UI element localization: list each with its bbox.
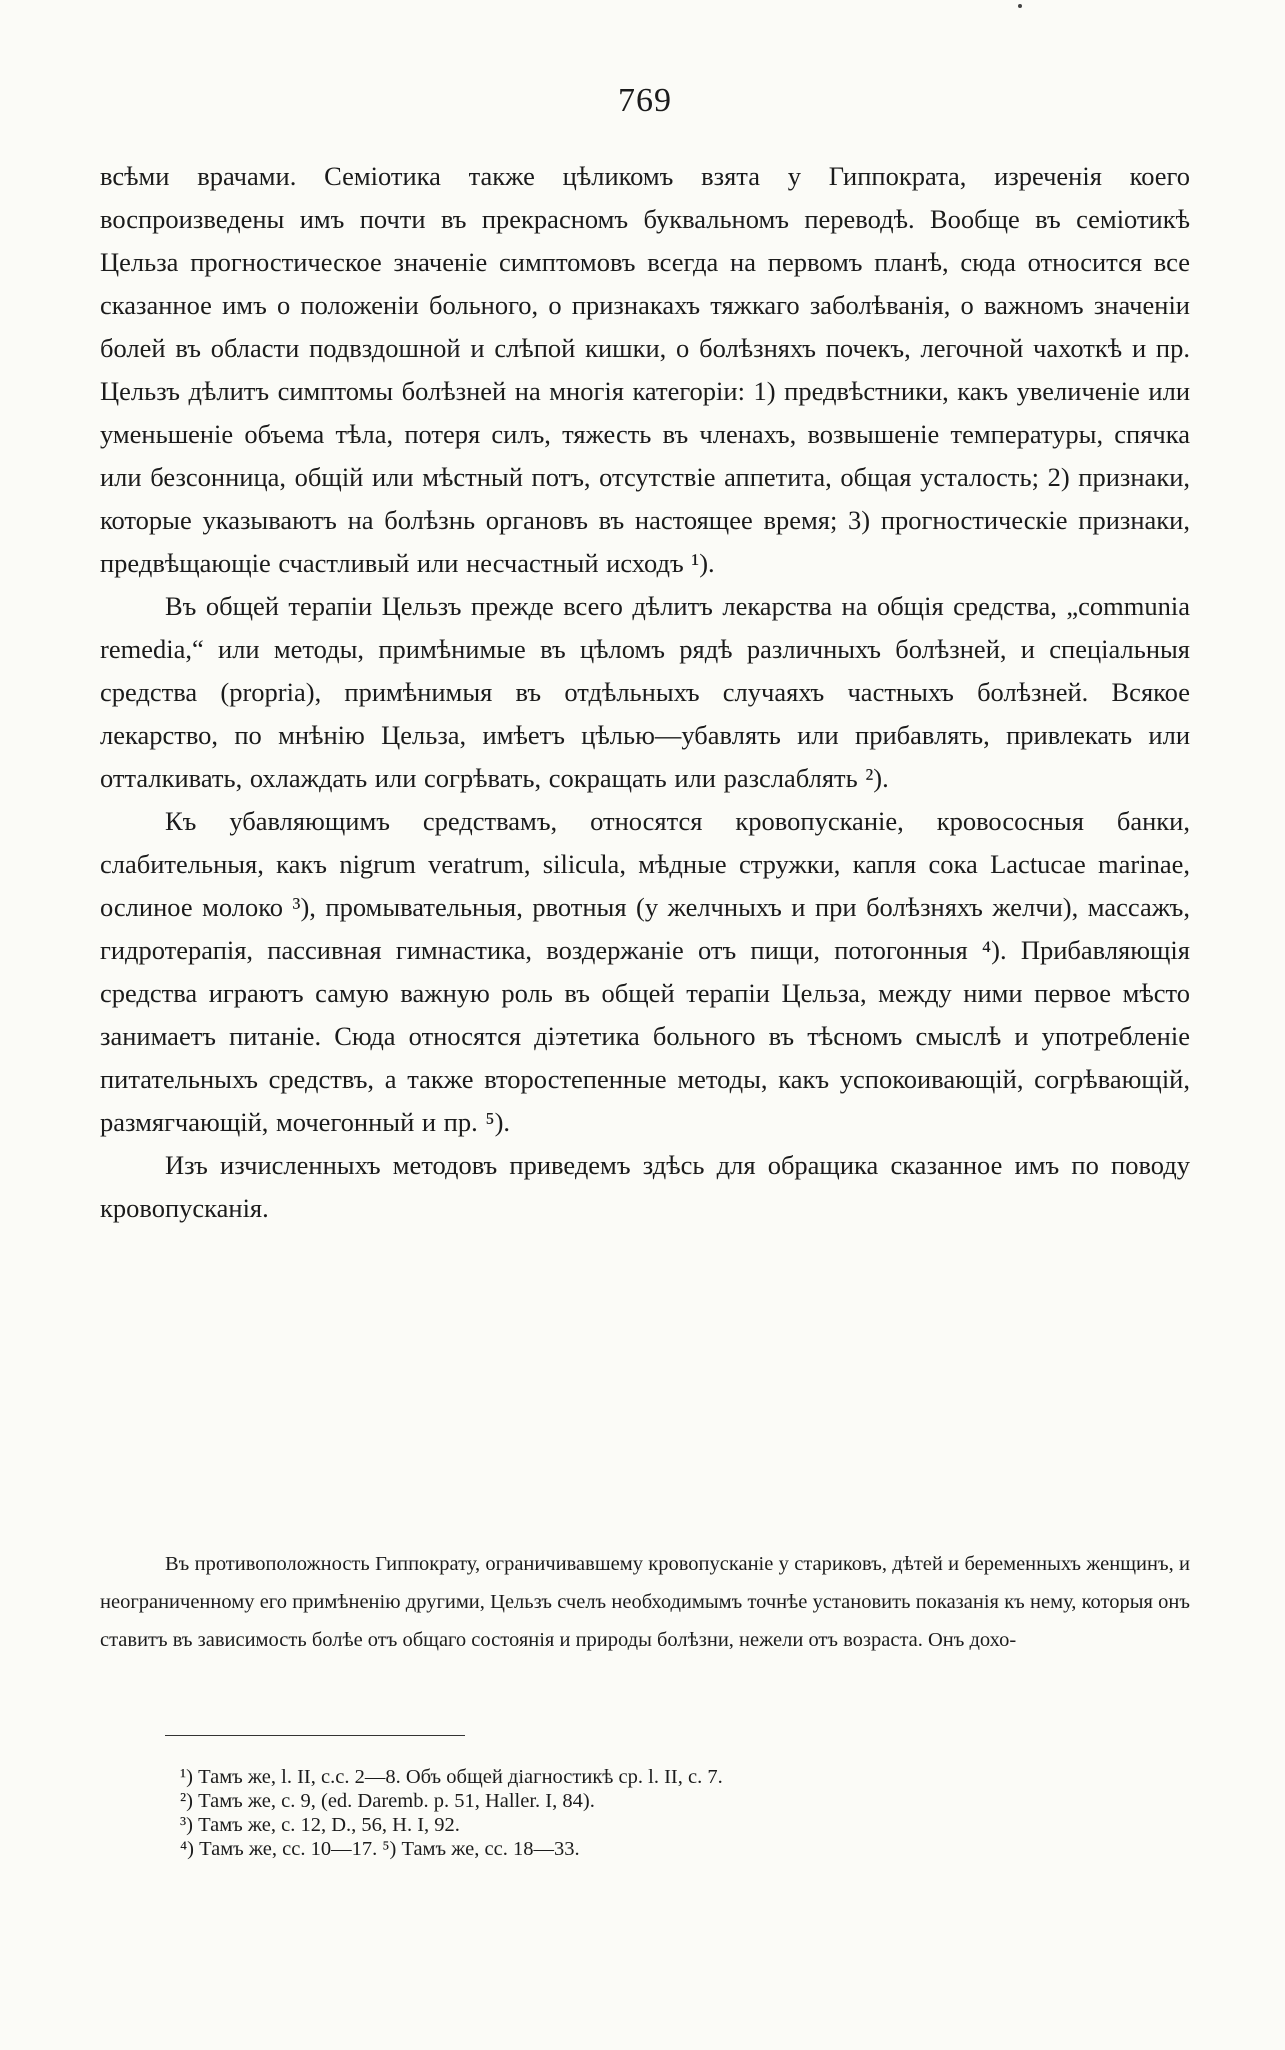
- footnote-divider: [165, 1735, 465, 1736]
- footnote: ⁴) Тамъ же, сс. 10—17. ⁵) Тамъ же, сс. 18—33.: [180, 1838, 580, 1860]
- footnote: ²) Тамъ же, с. 9, (ed. Daremb. p. 51, Haller. I, 84).: [180, 1790, 595, 1812]
- main-text: [100, 155, 1190, 1230]
- paragraph-general-therapy: Въ общей терапіи Цельзъ прежде всего дѣлитъ лекарства на общія средства, „communia remedia,“ или методы, примѣнимые въ цѣломъ рядѣ различныхъ болѣзней, и спеціальныя средства (proprіa), примѣнимыя въ отдѣльныхъ случаяхъ частныхъ болѣзней. Всякое лекарство, по мнѣнію Цельза, имѣетъ цѣлью—убавлять или прибавлять, привлекать или отталкивать, охлаждать или согрѣвать, сокращать или разслаблять ²).: [100, 591, 1190, 793]
- paragraph-bloodletting-intro: Изъ изчисленныхъ методовъ приведемъ здѣсь для обращика сказанное имъ по поводу кровопусканія.: [100, 1150, 1190, 1223]
- book-page: [100, 0, 1190, 2050]
- small-print-block: [100, 1545, 1190, 1659]
- footnote: ¹) Тамъ же, l. II, с.с. 2—8. Объ общей діагностикѣ ср. l. II, с. 7.: [180, 1766, 723, 1788]
- paragraph-remedies: Къ убавляющимъ средствамъ, относятся кровопусканіе, кровососныя банки, слабительныя, какъ nigrum veratrum, silicula, мѣдные стружки, капля сока Lactucae marinae, ослиное молоко ³), промывательныя, рвотныя (у желчныхъ и при болѣзняхъ желчи), массажъ, гидротерапія, пассивная гимнастика, воздержаніе отъ пищи, потогонныя ⁴). Прибавляющія средства играютъ самую важную роль въ общей терапіи Цельза, между ними первое мѣсто занимаетъ питаніе. Сюда относятся діэтетика больного въ тѣсномъ смыслѣ и употребленіе питательныхъ средствъ, а также второстепенные методы, какъ успокоивающій, согрѣвающій, размягчающій, мочегонный и пр. ⁵).: [100, 806, 1190, 1137]
- paragraph-bloodletting: Въ противоположность Гиппократу, ограничивавшему кровопусканіе у стариковъ, дѣтей и беременныхъ женщинъ, и неограниченному его примѣненію другими, Цельзъ счелъ необходимымъ точнѣе установить показанія къ нему, которыя онъ ставитъ въ зависимость болѣе отъ общаго состоянія и природы болѣзни, нежели отъ возраста. Онъ дохо-: [100, 1553, 1190, 1651]
- footnote: ³) Тамъ же, с. 12, D., 56, H. I, 92.: [180, 1814, 460, 1836]
- footnotes: [180, 1765, 1180, 1861]
- paragraph-semiotics: всѣми врачами. Семіотика также цѣликомъ взята у Гиппократа, изреченія коего воспроизведены имъ почти въ прекрасномъ буквальномъ переводѣ. Вообще въ семіотикѣ Цельза прогностическое значеніе симптомовъ всегда на первомъ планѣ, сюда относится все сказанное имъ о положеніи больного, о признакахъ тяжкаго заболѣванія, о важномъ значеніи болей въ области подвздошной и слѣпой кишки, о болѣзняхъ почекъ, легочной чахоткѣ и пр. Цельзъ дѣлитъ симптомы болѣзней на многія категоріи: 1) предвѣстники, какъ увеличеніе или уменьшеніе объема тѣла, потеря силъ, тяжесть въ членахъ, возвышеніе температуры, спячка или безсонница, общій или мѣстный потъ, отсутствіе аппетита, общая усталость; 2) признаки, которые указываютъ на болѣзнь органовъ въ настоящее время; 3) прогностическіе признаки, предвѣщающіе счастливый или несчастный исходъ ¹).: [100, 161, 1190, 578]
- page-number: 769: [618, 82, 672, 119]
